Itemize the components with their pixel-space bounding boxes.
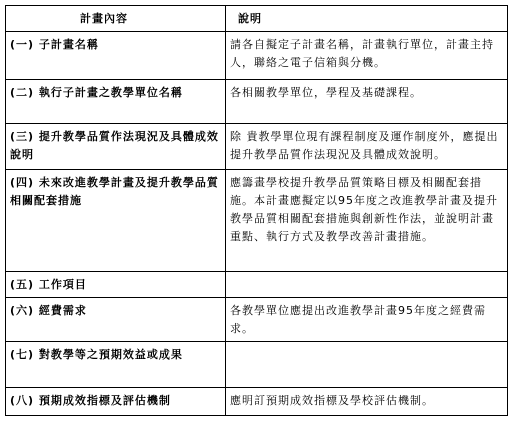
table-header-row — [6, 6, 508, 32]
header-plan-content: 計畫內容 — [6, 6, 226, 32]
row-desc-7 — [226, 342, 508, 388]
table-row — [6, 32, 508, 80]
row-item-4: (四) 未來改進教學計畫及提升教學品質相關配套措施 — [6, 170, 226, 272]
row-desc-2: 各相關教學單位，學程及基礎課程。 — [226, 80, 508, 124]
row-desc-8: 應明訂預期成效指標及學校評估機制。 — [226, 388, 508, 416]
row-item-3: (三) 提升教學品質作法現況及具體成效說明 — [6, 124, 226, 170]
row-item-2: (二) 執行子計畫之教學單位名稱 — [6, 80, 226, 124]
table-row — [6, 388, 508, 416]
table-row — [6, 124, 508, 170]
table-row — [6, 298, 508, 342]
row-desc-5 — [226, 272, 508, 298]
row-item-5: (五) 工作項目 — [6, 272, 226, 298]
row-desc-3: 除 貴教學單位現有課程制度及運作制度外，應提出提升教學品質作法現況及具體成效說明。 — [226, 124, 508, 170]
row-desc-6: 各教學單位應提出改進教學計畫95年度之經費需求。 — [226, 298, 508, 342]
header-description: 說明 — [226, 6, 508, 32]
row-item-8: (八) 預期成效指標及評估機制 — [6, 388, 226, 416]
table-row — [6, 272, 508, 298]
row-item-7: (七) 對教學等之預期效益或成果 — [6, 342, 226, 388]
row-desc-1: 請各自擬定子計畫名稱，計畫執行單位，計畫主持人，聯絡之電子信箱與分機。 — [226, 32, 508, 80]
row-item-6: (六) 經費需求 — [6, 298, 226, 342]
table-row — [6, 170, 508, 272]
table-row — [6, 80, 508, 124]
row-desc-4: 應籌畫學校提升教學品質策略目標及相關配套措施。本計畫應擬定以95年度之改進教學計畫及提升教學品質相關配套措施與創新性作法，並說明計畫重點、執行方式及教學改善計畫措施。 — [226, 170, 508, 272]
plan-content-table — [5, 5, 508, 416]
table-row — [6, 342, 508, 388]
row-item-1: (一) 子計畫名稱 — [6, 32, 226, 80]
